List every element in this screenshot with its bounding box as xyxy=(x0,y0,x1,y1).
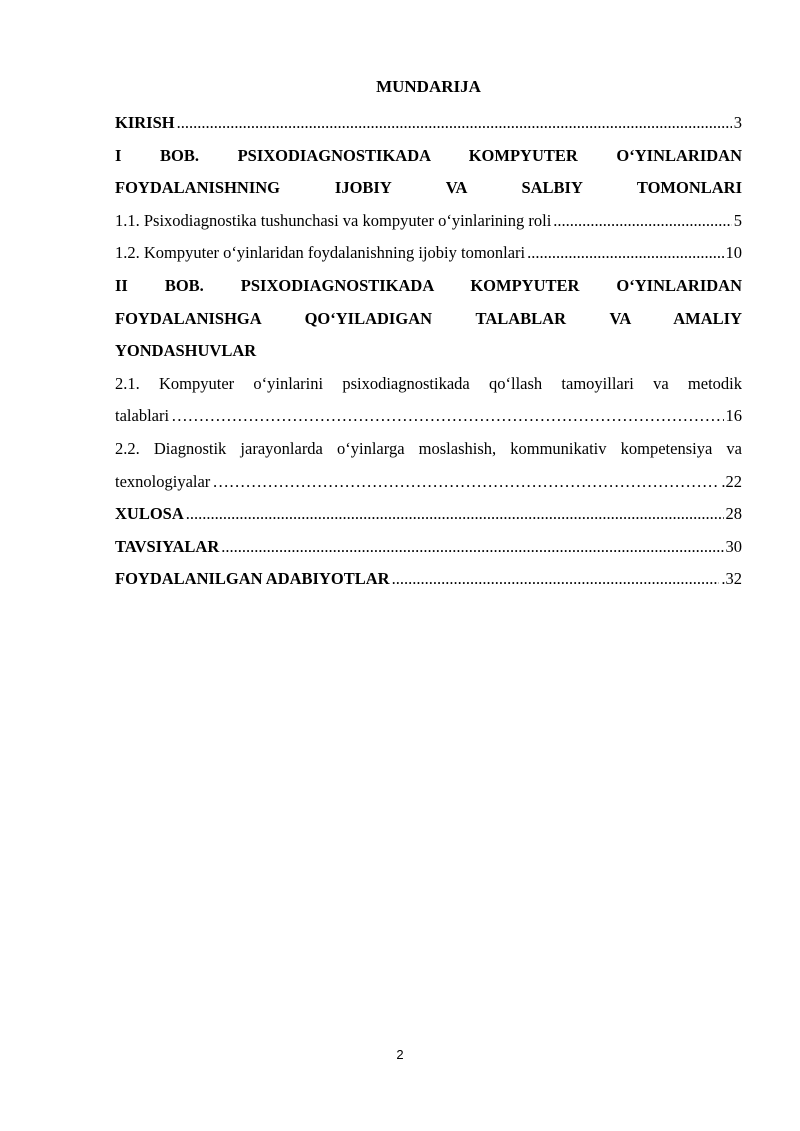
toc-entry-label: TAVSIYALAR xyxy=(115,536,220,556)
toc-chapter-2-line-2[interactable]: FOYDALANISHGA QO‘YILADIGAN TALABLAR VA AMALIY xyxy=(115,308,742,328)
toc-entry-label: talablari xyxy=(115,406,170,426)
toc-entry-2-2[interactable] xyxy=(115,466,742,499)
toc-entry-2-1[interactable] xyxy=(115,400,742,433)
page-number: 2 xyxy=(396,1047,404,1062)
toc-entry-label: XULOSA xyxy=(115,504,184,524)
dot-leader xyxy=(171,400,723,433)
toc-title: MUNDARIJA xyxy=(376,77,481,96)
toc-entry-kirish[interactable] xyxy=(115,107,742,140)
toc-entry-2-1-line-1[interactable]: 2.1. Kompyuter o‘yinlarini psixodiagnostikada qo‘llash tamoyillari va metodik xyxy=(115,373,742,393)
toc-entry-page: 16 xyxy=(725,406,742,426)
table-of-contents xyxy=(115,75,742,596)
toc-entry-adabiyotlar[interactable] xyxy=(115,563,742,596)
toc-entry-page: 5 xyxy=(733,210,742,230)
toc-entry-page: 3 xyxy=(733,113,742,132)
toc-chapter-2-line-3[interactable]: YONDASHUVLAR xyxy=(115,341,257,361)
dot-leader xyxy=(177,107,732,140)
toc-entry-2-2-line-1[interactable]: 2.2. Diagnostik jarayonlarda o‘yinlarga moslashish, kommunikativ kompetensiya va xyxy=(115,438,742,458)
toc-chapter-1-line-2[interactable]: FOYDALANISHNING IJOBIY VA SALBIY TOMONLARI xyxy=(115,178,742,198)
toc-entry-label: KIRISH xyxy=(115,113,175,132)
toc-entry-label: texnologiyalar xyxy=(115,471,211,491)
dot-leader xyxy=(212,466,719,499)
toc-entry-page: .32 xyxy=(721,569,742,589)
dot-leader xyxy=(392,563,720,596)
toc-chapter-1-line-1[interactable]: I BOB. PSIXODIAGNOSTIKADA KOMPYUTER O‘YINLARIDAN xyxy=(115,145,742,165)
toc-entry-label: 1.1. Psixodiagnostika tushunchasi va kompyuter o‘yinlarining roli xyxy=(115,210,552,230)
toc-chapter-2-line-1[interactable]: II BOB. PSIXODIAGNOSTIKADA KOMPYUTER O‘YINLARIDAN xyxy=(115,275,742,295)
dot-leader xyxy=(553,205,731,238)
toc-entry-page: 10 xyxy=(725,243,742,263)
toc-entry-1-1[interactable] xyxy=(115,205,742,238)
toc-entry-tavsiyalar[interactable] xyxy=(115,531,742,564)
toc-entry-page: 30 xyxy=(725,536,742,556)
dot-leader xyxy=(527,237,723,270)
toc-entry-label: 1.2. Kompyuter o‘yinlaridan foydalanishning ijobiy tomonlari xyxy=(115,243,526,263)
dot-leader xyxy=(186,498,724,531)
toc-entry-label: FOYDALANILGAN ADABIYOTLAR xyxy=(115,569,390,589)
dot-leader xyxy=(221,531,723,564)
toc-entry-xulosa[interactable] xyxy=(115,498,742,531)
toc-entry-page: .22 xyxy=(721,471,742,491)
toc-entry-1-2[interactable] xyxy=(115,237,742,270)
toc-entry-page: 28 xyxy=(725,504,742,524)
